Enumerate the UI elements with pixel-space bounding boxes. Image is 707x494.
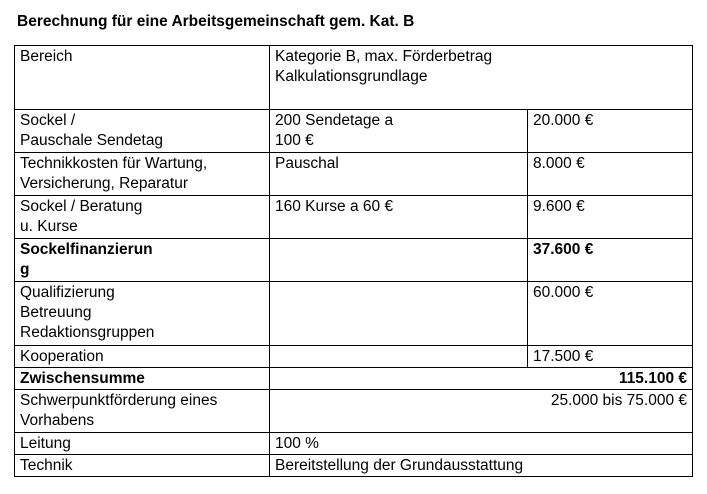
cell-betrag: 20.000 € [528, 110, 693, 153]
cell-grundlage: Pauschal [270, 153, 528, 196]
cell-bereich: Technik [15, 455, 270, 477]
cell-betrag: 17.500 € [528, 346, 693, 368]
table-row [15, 282, 693, 346]
table-row [15, 390, 693, 433]
table-row [15, 455, 693, 477]
cell-grundlage: 160 Kurse a 60 € [270, 196, 528, 239]
cell-bereich: Zwischensumme [15, 368, 270, 390]
table-row [15, 239, 693, 282]
cell-grundlage: 200 Sendetage a 100 € [270, 110, 528, 153]
cell-bereich: Technikkosten für Wartung, Versicherung, Reparatur [15, 153, 270, 196]
cell-grundlage [270, 282, 528, 346]
table-row [15, 346, 693, 368]
table-row [15, 433, 693, 455]
cell-betrag: 9.600 € [528, 196, 693, 239]
cell-grundlage [270, 239, 528, 282]
cell-bereich: Sockelfinanzierun g [15, 239, 270, 282]
cell-betrag: 60.000 € [528, 282, 693, 346]
cell-betrag: 8.000 € [528, 153, 693, 196]
table-header-row [15, 46, 693, 110]
cell-betrag: 115.100 € [270, 368, 693, 390]
document-title: Berechnung für eine Arbeitsgemeinschaft gem. Kat. B [17, 13, 415, 30]
cell-betrag: Bereitstellung der Grundausstattung [270, 455, 693, 477]
cell-bereich: Qualifizierung Betreuung Redaktionsgruppen [15, 282, 270, 346]
cell-betrag: 25.000 bis 75.000 € [270, 390, 693, 433]
header-kategorie: Kategorie B, max. Förderbetrag Kalkulationsgrundlage [270, 46, 693, 110]
cell-bereich: Schwerpunktförderung eines Vorhabens [15, 390, 270, 433]
table-row [15, 368, 693, 390]
table-row [15, 196, 693, 239]
calculation-table [14, 45, 693, 477]
header-bereich: Bereich [15, 46, 270, 110]
table-row [15, 110, 693, 153]
cell-bereich: Leitung [15, 433, 270, 455]
table-row [15, 153, 693, 196]
cell-betrag: 100 % [270, 433, 693, 455]
cell-grundlage [270, 346, 528, 368]
cell-bereich: Sockel / Beratung u. Kurse [15, 196, 270, 239]
cell-betrag: 37.600 € [528, 239, 693, 282]
cell-bereich: Sockel / Pauschale Sendetag [15, 110, 270, 153]
cell-bereich: Kooperation [15, 346, 270, 368]
